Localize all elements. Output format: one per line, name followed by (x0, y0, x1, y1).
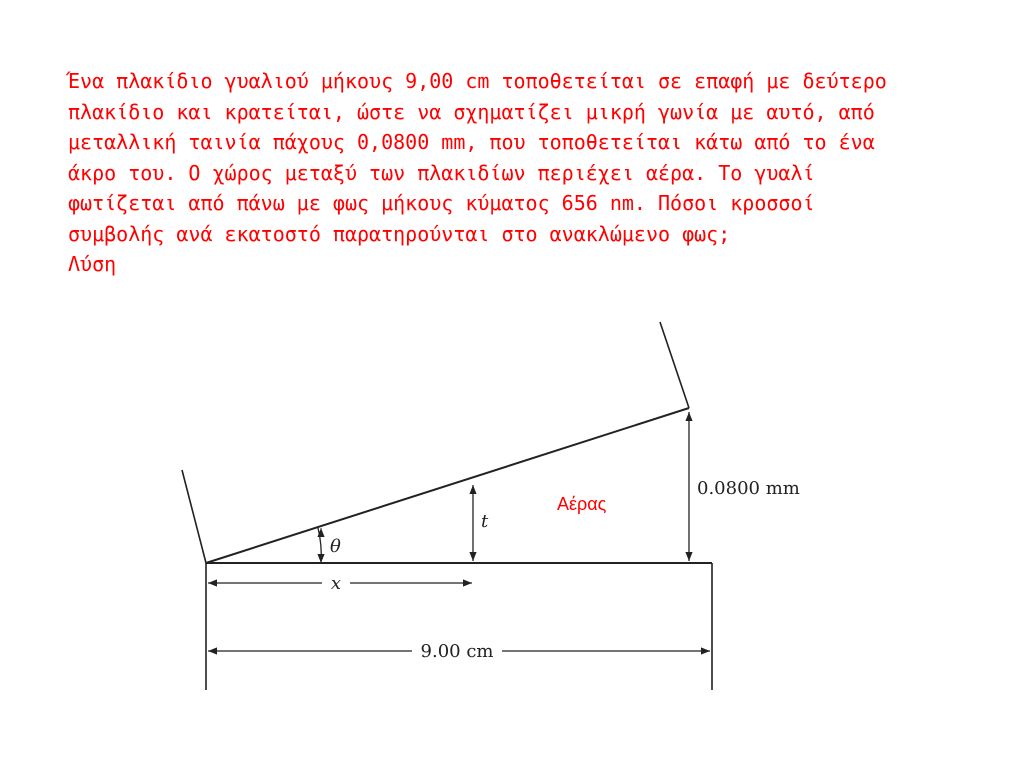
length-label: 9.00 cm (420, 641, 494, 662)
problem-line-1: Ένα πλακίδιο γυαλιού μήκους 9,00 cm τοποθετείται σε επαφή με δεύτερο (68, 69, 887, 93)
t-label: t (481, 511, 489, 532)
spacer-label: 0.0800 mm (697, 478, 800, 499)
problem-line-2: πλακίδιο και κρατείται, ώστε να σχηματίζει μικρή γωνία με αυτό, από (68, 99, 875, 124)
x-label: x (330, 573, 342, 594)
problem-line-6: συμβολής ανά εκατοστό παρατηρούνται στο ανακλώμενο φως; (68, 221, 731, 246)
solution-label: Λύση (68, 252, 117, 276)
problem-line-5: φωτίζεται από πάνω με φως μήκους κύματος 656 nm. Πόσοι κροσσοί (68, 191, 815, 215)
problem-line-3: μεταλλική ταινία πάχους 0,0800 mm, που τοποθετείται κάτω από το ένα (68, 130, 875, 154)
theta-label: θ (330, 536, 341, 557)
problem-line-4: άκρο του. Ο χώρος μεταξύ των πλακιδίων περιέχει αέρα. Το γυαλί (68, 160, 815, 185)
top-plate (182, 322, 689, 563)
air-label: Αέρας (557, 494, 607, 514)
bottom-plate (206, 563, 712, 690)
